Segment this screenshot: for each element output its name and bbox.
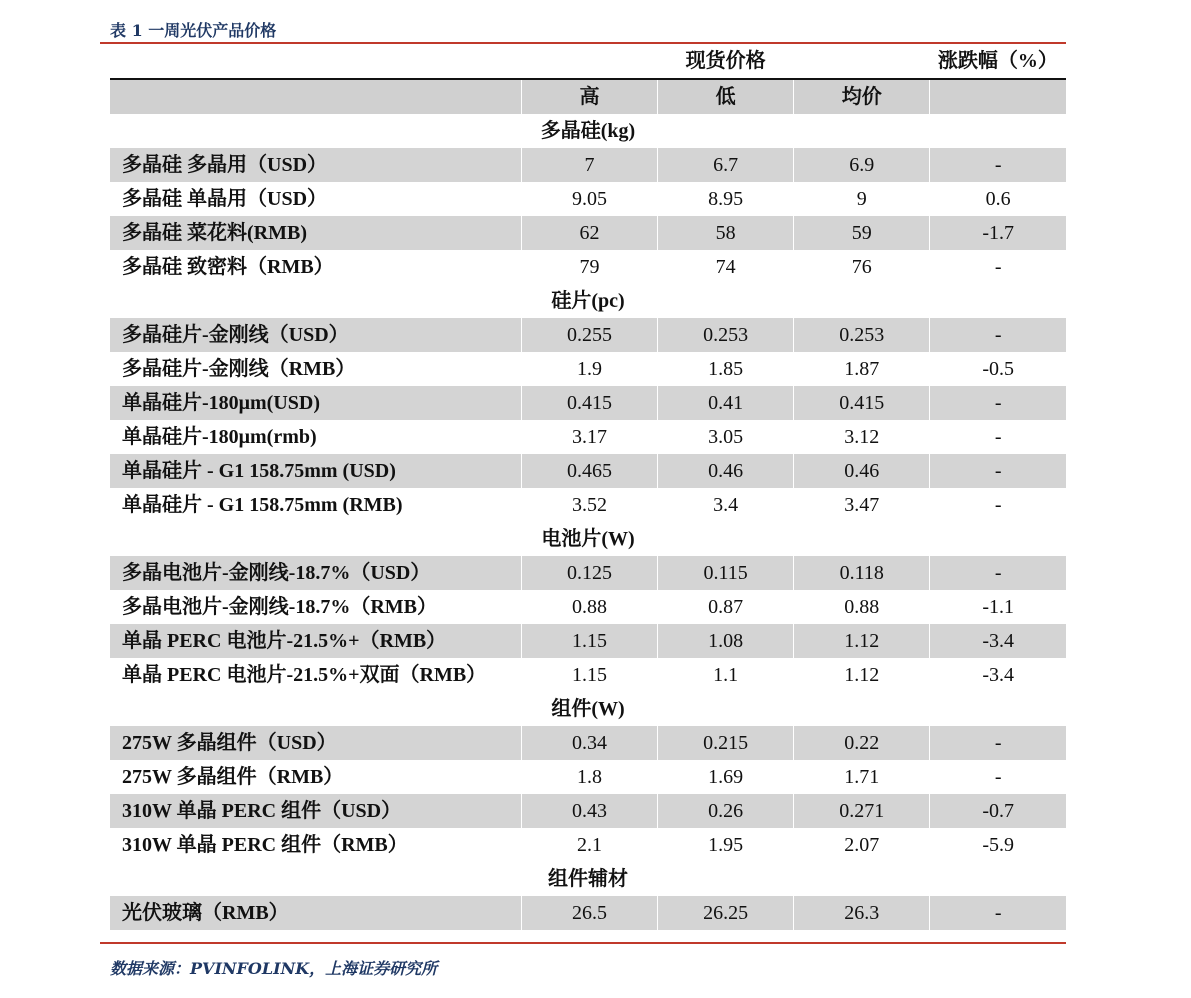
avg-cell: 2.07 <box>794 828 930 862</box>
high-cell: 0.255 <box>521 318 657 352</box>
low-cell: 8.95 <box>658 182 794 216</box>
change-cell: - <box>930 386 1066 420</box>
low-cell: 1.69 <box>658 760 794 794</box>
avg-cell: 1.12 <box>794 624 930 658</box>
header-row-top <box>110 44 1066 79</box>
product-name-cell: 310W 单晶 PERC 组件（USD） <box>110 794 521 828</box>
table-row <box>110 250 1066 284</box>
avg-cell: 0.118 <box>794 556 930 590</box>
low-cell: 3.4 <box>658 488 794 522</box>
change-cell: -3.4 <box>930 624 1066 658</box>
table-row <box>110 182 1066 216</box>
product-name-cell: 多晶硅 致密料（RMB） <box>122 256 334 278</box>
avg-cell: 76 <box>794 250 930 284</box>
product-name-cell: 多晶硅片-金刚线（USD） <box>110 318 521 352</box>
product-name-cell: 275W 多晶组件（RMB） <box>122 766 344 788</box>
low-cell: 74 <box>658 250 794 284</box>
avg-cell: 1.87 <box>794 352 930 386</box>
section-row <box>110 284 1066 318</box>
avg-cell: 0.271 <box>794 794 930 828</box>
product-name-cell: 多晶硅 多晶用（USD） <box>110 148 521 182</box>
low-cell: 26.25 <box>658 896 794 930</box>
product-name-cell: 310W 单晶 PERC 组件（RMB） <box>122 834 408 856</box>
change-header: 涨跌幅（%） <box>930 44 1066 79</box>
bottom-rule <box>100 942 1066 944</box>
product-name-cell: 单晶 PERC 电池片-21.5%+双面（RMB） <box>122 664 487 686</box>
avg-cell: 26.3 <box>794 896 930 930</box>
change-cell: - <box>930 760 1066 794</box>
change-cell: - <box>930 250 1066 284</box>
high-cell: 2.1 <box>521 828 657 862</box>
low-cell: 1.1 <box>658 658 794 692</box>
product-name-cell: 多晶硅 单晶用（USD） <box>122 188 328 210</box>
change-cell: - <box>930 148 1066 182</box>
product-name-cell: 多晶电池片-金刚线-18.7%（RMB） <box>122 596 437 618</box>
change-cell: - <box>930 454 1066 488</box>
table-row <box>110 590 1066 624</box>
avg-cell: 9 <box>794 182 930 216</box>
table-row <box>110 896 1066 930</box>
change-cell: - <box>930 556 1066 590</box>
change-cell: 0.6 <box>930 182 1066 216</box>
section-row <box>110 114 1066 148</box>
table-row <box>110 760 1066 794</box>
change-cell: -1.1 <box>930 590 1066 624</box>
avg-cell: 3.47 <box>794 488 930 522</box>
low-cell: 1.85 <box>658 352 794 386</box>
change-cell: - <box>930 420 1066 454</box>
high-cell: 3.52 <box>521 488 657 522</box>
high-cell: 79 <box>521 250 657 284</box>
low-cell: 0.115 <box>658 556 794 590</box>
low-cell: 58 <box>658 216 794 250</box>
avg-cell: 0.253 <box>794 318 930 352</box>
high-cell: 0.43 <box>521 794 657 828</box>
high-cell: 1.15 <box>521 624 657 658</box>
section-row <box>110 522 1066 556</box>
low-cell: 1.95 <box>658 828 794 862</box>
product-name-cell: 单晶硅片 - G1 158.75mm (USD) <box>110 454 521 488</box>
change-cell: - <box>930 488 1066 522</box>
low-cell: 0.46 <box>658 454 794 488</box>
avg-cell: 1.12 <box>794 658 930 692</box>
low-cell: 6.7 <box>658 148 794 182</box>
section-row <box>110 692 1066 726</box>
product-name-cell: 单晶 PERC 电池片-21.5%+（RMB） <box>110 624 521 658</box>
avg-cell: 3.12 <box>794 420 930 454</box>
table-row <box>110 148 1066 182</box>
high-cell: 62 <box>521 216 657 250</box>
table-row <box>110 556 1066 590</box>
low-cell: 0.253 <box>658 318 794 352</box>
low-cell: 0.87 <box>658 590 794 624</box>
change-cell: -5.9 <box>930 828 1066 862</box>
low-header: 低 <box>658 79 794 114</box>
section-label: 硅片(pc) <box>551 290 625 312</box>
table-row <box>110 828 1066 862</box>
product-name-cell: 多晶硅 菜花料(RMB) <box>110 216 521 250</box>
avg-cell: 0.22 <box>794 726 930 760</box>
high-cell: 1.9 <box>521 352 657 386</box>
low-cell: 0.215 <box>658 726 794 760</box>
table-row <box>110 488 1066 522</box>
table-row <box>110 726 1066 760</box>
table-row <box>110 318 1066 352</box>
change-cell: - <box>930 726 1066 760</box>
table-row <box>110 386 1066 420</box>
avg-cell: 0.415 <box>794 386 930 420</box>
low-cell: 0.26 <box>658 794 794 828</box>
avg-cell: 0.46 <box>794 454 930 488</box>
low-cell: 0.41 <box>658 386 794 420</box>
section-label: 组件(W) <box>551 698 625 720</box>
high-header: 高 <box>521 79 657 114</box>
section-label: 组件辅材 <box>548 868 628 890</box>
avg-cell: 1.71 <box>794 760 930 794</box>
spot-price-header: 现货价格 <box>521 44 929 79</box>
high-cell: 3.17 <box>521 420 657 454</box>
change-cell: -0.7 <box>930 794 1066 828</box>
product-name-cell: 多晶硅片-金刚线（RMB） <box>122 358 356 380</box>
table-row <box>110 454 1066 488</box>
product-name-cell: 单晶硅片 - G1 158.75mm (RMB) <box>122 494 403 516</box>
high-cell: 7 <box>521 148 657 182</box>
change-cell: - <box>930 318 1066 352</box>
high-cell: 0.125 <box>521 556 657 590</box>
table-row <box>110 216 1066 250</box>
table-row <box>110 352 1066 386</box>
low-cell: 3.05 <box>658 420 794 454</box>
change-cell: - <box>930 896 1066 930</box>
high-cell: 0.34 <box>521 726 657 760</box>
table-row <box>110 420 1066 454</box>
price-table <box>110 44 1066 930</box>
product-name-cell: 光伏玻璃（RMB） <box>110 896 521 930</box>
high-cell: 1.15 <box>521 658 657 692</box>
header-row-sub <box>110 79 1066 114</box>
high-cell: 0.415 <box>521 386 657 420</box>
product-name-cell: 275W 多晶组件（USD） <box>110 726 521 760</box>
low-cell: 1.08 <box>658 624 794 658</box>
avg-cell: 59 <box>794 216 930 250</box>
table-caption: 表 1 一周光伏产品价格 <box>110 21 277 40</box>
avg-cell: 6.9 <box>794 148 930 182</box>
table-row <box>110 624 1066 658</box>
section-label: 电池片(W) <box>541 528 635 550</box>
change-cell: -1.7 <box>930 216 1066 250</box>
product-name-cell: 单晶硅片-180μm(USD) <box>110 386 521 420</box>
product-name-cell: 单晶硅片-180μm(rmb) <box>122 426 317 448</box>
avg-header: 均价 <box>794 79 930 114</box>
avg-cell: 0.88 <box>794 590 930 624</box>
source-note: 数据来源：PVINFOLINK，上海证券研究所 <box>110 959 438 978</box>
table-row <box>110 794 1066 828</box>
change-cell: -3.4 <box>930 658 1066 692</box>
high-cell: 26.5 <box>521 896 657 930</box>
high-cell: 0.88 <box>521 590 657 624</box>
change-cell: -0.5 <box>930 352 1066 386</box>
section-label: 多晶硅(kg) <box>540 120 636 142</box>
table-row <box>110 658 1066 692</box>
high-cell: 9.05 <box>521 182 657 216</box>
section-row <box>110 862 1066 896</box>
product-name-cell: 多晶电池片-金刚线-18.7%（USD） <box>110 556 521 590</box>
high-cell: 1.8 <box>521 760 657 794</box>
high-cell: 0.465 <box>521 454 657 488</box>
